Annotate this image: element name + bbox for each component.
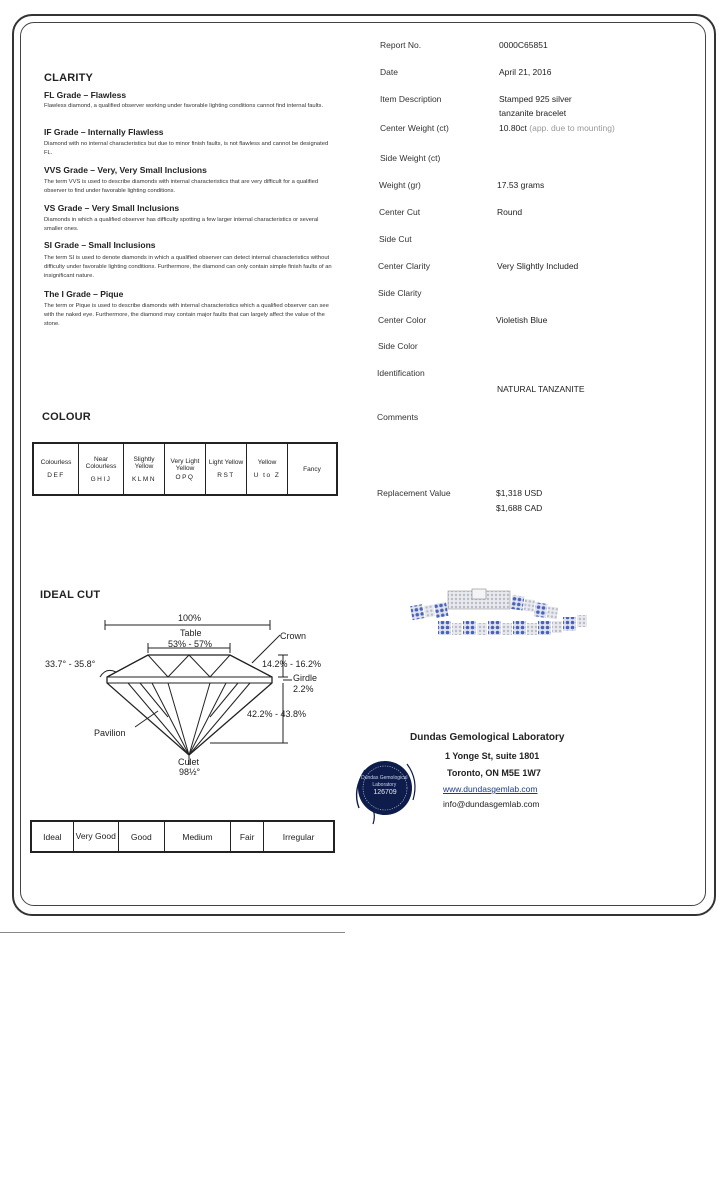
field-label-item-description: Item Description	[380, 94, 442, 104]
field-label-side-cut: Side Cut	[379, 234, 412, 244]
field-label-comments: Comments	[377, 412, 419, 422]
field-label-weight-gr: Weight (gr)	[379, 180, 421, 190]
lab-website-link[interactable]: www.dundasgemlab.com	[443, 784, 538, 794]
grade-desc-vvs: The term VVS is used to describe diamonds with internal characteristics that are very difficult for a qualified observer to find under favorable lighting conditions.	[44, 179, 319, 194]
scan-edge-line	[0, 932, 345, 933]
field-value-replacement-cad: $1,688 CAD	[496, 503, 543, 513]
pavilion-label: Pavilion	[94, 728, 126, 738]
crown-angle-label: 33.7° - 35.8°	[45, 659, 96, 669]
field-value-center-clarity: Very Slightly Included	[497, 261, 579, 271]
grade-title-i: The I Grade – Pique	[44, 289, 124, 299]
cut-grade-good: Good	[118, 821, 164, 852]
lab-name: Dundas Gemological Laboratory	[410, 732, 565, 743]
field-value-date: April 21, 2016	[499, 67, 552, 77]
clarity-heading: CLARITY	[44, 72, 94, 84]
grade-title-vvs: VVS Grade – Very, Very Small Inclusions	[44, 165, 207, 175]
field-label-center-weight: Center Weight (ct)	[380, 123, 449, 133]
crown-height-label: 14.2% - 16.2%	[262, 659, 322, 669]
field-value-item-description-line2: tanzanite bracelet	[499, 108, 567, 118]
girdle-label: Girdle	[293, 673, 318, 683]
grade-desc-i: The term or Pique is used to describe diamonds with internal characteristics which a qualified observer can see with the naked eye. Furthermore, the diamond may contain major faults that can largely affect the value of the stone.	[44, 303, 329, 327]
grade-title-if: IF Grade – Internally Flawless	[44, 127, 164, 137]
cut-grade-ideal: Ideal	[31, 821, 73, 852]
culet-value-label: 98½°	[179, 767, 201, 777]
field-label-center-clarity: Center Clarity	[378, 261, 430, 271]
culet-label: Culet	[178, 757, 200, 767]
field-label-side-color: Side Color	[378, 341, 418, 351]
colour-scale-table	[32, 442, 338, 496]
field-label-center-cut: Center Cut	[379, 207, 421, 217]
crown-label: Crown	[280, 631, 307, 641]
lab-address-line2: Toronto, ON M5E 1W7	[447, 768, 541, 778]
colour-cell-very-light-yellow: Very Light Yellow OPQ	[165, 443, 206, 495]
grade-desc-if: Diamond with no internal characteristics but due to minor finish faults, is not flawless and cannot be designated FL.	[44, 141, 329, 156]
field-label-center-color: Center Color	[378, 315, 427, 325]
bracelet-photo	[410, 585, 590, 645]
cut-grade-irregular: Irregular	[264, 821, 334, 852]
cut-grade-very-good: Very Good	[73, 821, 118, 852]
cut-grade-fair: Fair	[231, 821, 264, 852]
field-label-side-clarity: Side Clarity	[378, 288, 422, 298]
field-label-replacement-value: Replacement Value	[377, 488, 451, 498]
grade-title-si: SI Grade – Small Inclusions	[44, 240, 156, 250]
diamond-proportions-diagram	[40, 605, 340, 780]
table-range-label: 53% - 57%	[168, 639, 213, 649]
colour-cell-slightly-yellow: Slightly Yellow KLMN	[124, 443, 165, 495]
colour-heading: COLOUR	[42, 411, 91, 423]
colour-cell-yellow: Yellow U to Z	[247, 443, 288, 495]
field-value-item-description: Stamped 925 silver	[499, 94, 572, 104]
field-label-report-no: Report No.	[380, 40, 422, 50]
field-value-weight-gr: 17.53 grams	[497, 180, 545, 190]
pavilion-depth-label: 42.2% - 43.8%	[247, 709, 307, 719]
colour-cell-light-yellow: Light Yellow RST	[206, 443, 247, 495]
lab-email: info@dundasgemlab.com	[443, 799, 540, 809]
lab-seal-icon	[347, 750, 422, 825]
colour-cell-colourless: Colourless DEF	[33, 443, 79, 495]
field-label-identification: Identification	[377, 368, 425, 378]
colour-cell-fancy: Fancy	[288, 443, 338, 495]
grade-desc-vs: Diamonds in which a qualified observer has difficulty spotting a few larger internal characteristics or several smaller ones.	[44, 217, 319, 232]
grade-title-vs: VS Grade – Very Small Inclusions	[44, 203, 180, 213]
field-value-center-color: Violetish Blue	[496, 315, 548, 325]
svg-text:Dundas Gemological Laborat: Dundas Gemological Laboratory 126709	[361, 775, 408, 796]
table-label: Table	[180, 628, 202, 638]
field-label-date: Date	[380, 67, 398, 77]
total-width-label: 100%	[178, 613, 202, 623]
field-value-center-weight: 10.80ct (app. due to mounting)	[499, 123, 615, 133]
cut-grade-table	[30, 820, 335, 853]
field-label-side-weight: Side Weight (ct)	[380, 153, 441, 163]
ideal-cut-heading: IDEAL CUT	[40, 589, 101, 601]
field-value-center-cut: Round	[497, 207, 523, 217]
mounting-note: (app. due to mounting)	[529, 123, 615, 133]
field-value-replacement-usd: $1,318 USD	[496, 488, 543, 498]
grade-desc-fl: Flawless diamond, a qualified observer working under favorable lighting conditions cannot find internal faults.	[44, 103, 324, 109]
grade-desc-si: The term SI is used to denote diamonds in which a qualified observer can detect internal characteristics without difficulty under favorable lighting conditions. Furthermore, the diamond can only contain simple finish faults of an insignificant nature.	[44, 255, 332, 279]
grade-title-fl: FL Grade – Flawless	[44, 90, 127, 100]
field-value-report-no: 0000C65851	[499, 40, 548, 50]
girdle-value-label: 2.2%	[293, 684, 314, 694]
lab-address-line1: 1 Yonge St, suite 1801	[445, 751, 540, 761]
colour-cell-near-colourless: Near Colourless GHIJ	[79, 443, 124, 495]
cut-grade-medium: Medium	[164, 821, 230, 852]
field-value-identification: NATURAL TANZANITE	[497, 384, 585, 394]
